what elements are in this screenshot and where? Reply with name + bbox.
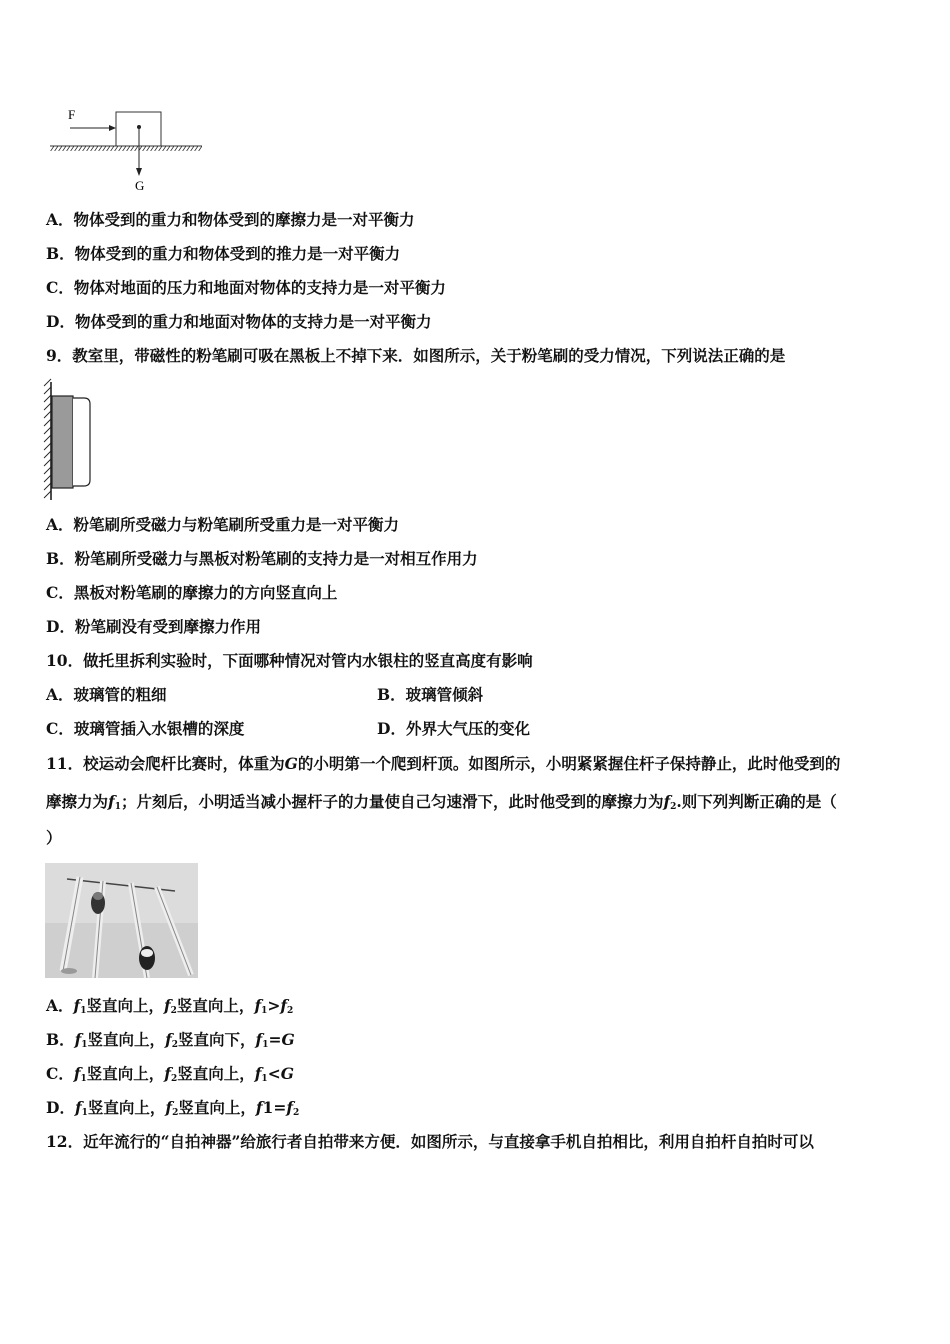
force-f-label: F xyxy=(68,107,76,122)
q11-option-a: A．$f_1$竖直向上，$f_2$竖直向上，$f_1>f_2$ xyxy=(46,996,294,1016)
q9-option-d: D．粉笔刷没有受到摩擦力作用 xyxy=(46,617,261,636)
pole-climbing-photo xyxy=(45,863,198,978)
q11-stem-line2: 摩擦力为$f_1$；片刻后，小明适当减小握杆子的力量使自己匀速滑下，此时他受到的摩擦力为$f_2$.则下列判断正确的是（ xyxy=(46,792,837,812)
q8-option-a: A．物体受到的重力和物体受到的摩擦力是一对平衡力 xyxy=(46,210,415,229)
q9-option-a: A．粉笔刷所受磁力与粉笔刷所受重力是一对平衡力 xyxy=(46,515,400,534)
q8-option-d: D．物体受到的重力和地面对物体的支持力是一对平衡力 xyxy=(46,312,432,331)
q9-option-c: C．黑板对粉笔刷的摩擦力的方向竖直向上 xyxy=(46,583,338,602)
ground-hatching xyxy=(50,146,202,151)
q10-stem: 10．做托里拆利实验时，下面哪种情况对管内水银柱的竖直高度有影响 xyxy=(46,651,533,670)
q11-option-d: D．$f_1$竖直向上，$f_2$竖直向上，$f1=f_2$ xyxy=(46,1098,300,1118)
q10-option-b: B．玻璃管倾斜 xyxy=(377,685,484,704)
q8-option-c: C．物体对地面的压力和地面对物体的支持力是一对平衡力 xyxy=(46,278,446,297)
q11-option-b: B．$f_1$竖直向上，$f_2$竖直向下，$f_1=G$ xyxy=(46,1030,295,1050)
q11-stem-line1: 11．校运动会爬杆比赛时，体重为G的小明第一个爬到杆顶。如图所示，小明紧紧握住杆子保持静止，此时他受到的 xyxy=(46,754,841,773)
force-diagram xyxy=(46,104,206,194)
q12-stem: 12．近年流行的“自拍神器”给旅行者自拍带来方便．如图所示，与直接拿手机自拍相比，利用自拍杆自拍时可以 xyxy=(46,1132,814,1151)
q11-stem-line3: ） xyxy=(46,828,62,847)
q8-option-b: B．物体受到的重力和物体受到的推力是一对平衡力 xyxy=(46,244,401,263)
force-g-label: G xyxy=(135,178,145,193)
q11-option-c: C．$f_1$竖直向上，$f_2$竖直向上，$f_1<G$ xyxy=(46,1064,294,1084)
eraser-felt xyxy=(52,396,73,488)
eraser-diagram xyxy=(40,378,100,504)
q10-option-c: C．玻璃管插入水银槽的深度 xyxy=(46,719,245,738)
q9-option-b: B．粉笔刷所受磁力与黑板对粉笔刷的支持力是一对相互作用力 xyxy=(46,549,478,568)
q10-option-a: A．玻璃管的粗细 xyxy=(46,685,167,704)
q10-option-d: D．外界大气压的变化 xyxy=(377,719,530,738)
q9-stem: 9．教室里，带磁性的粉笔刷可吸在黑板上不掉下来．如图所示，关于粉笔刷的受力情况，下列说法正确的是 xyxy=(46,346,786,365)
eraser-handle xyxy=(73,398,90,486)
